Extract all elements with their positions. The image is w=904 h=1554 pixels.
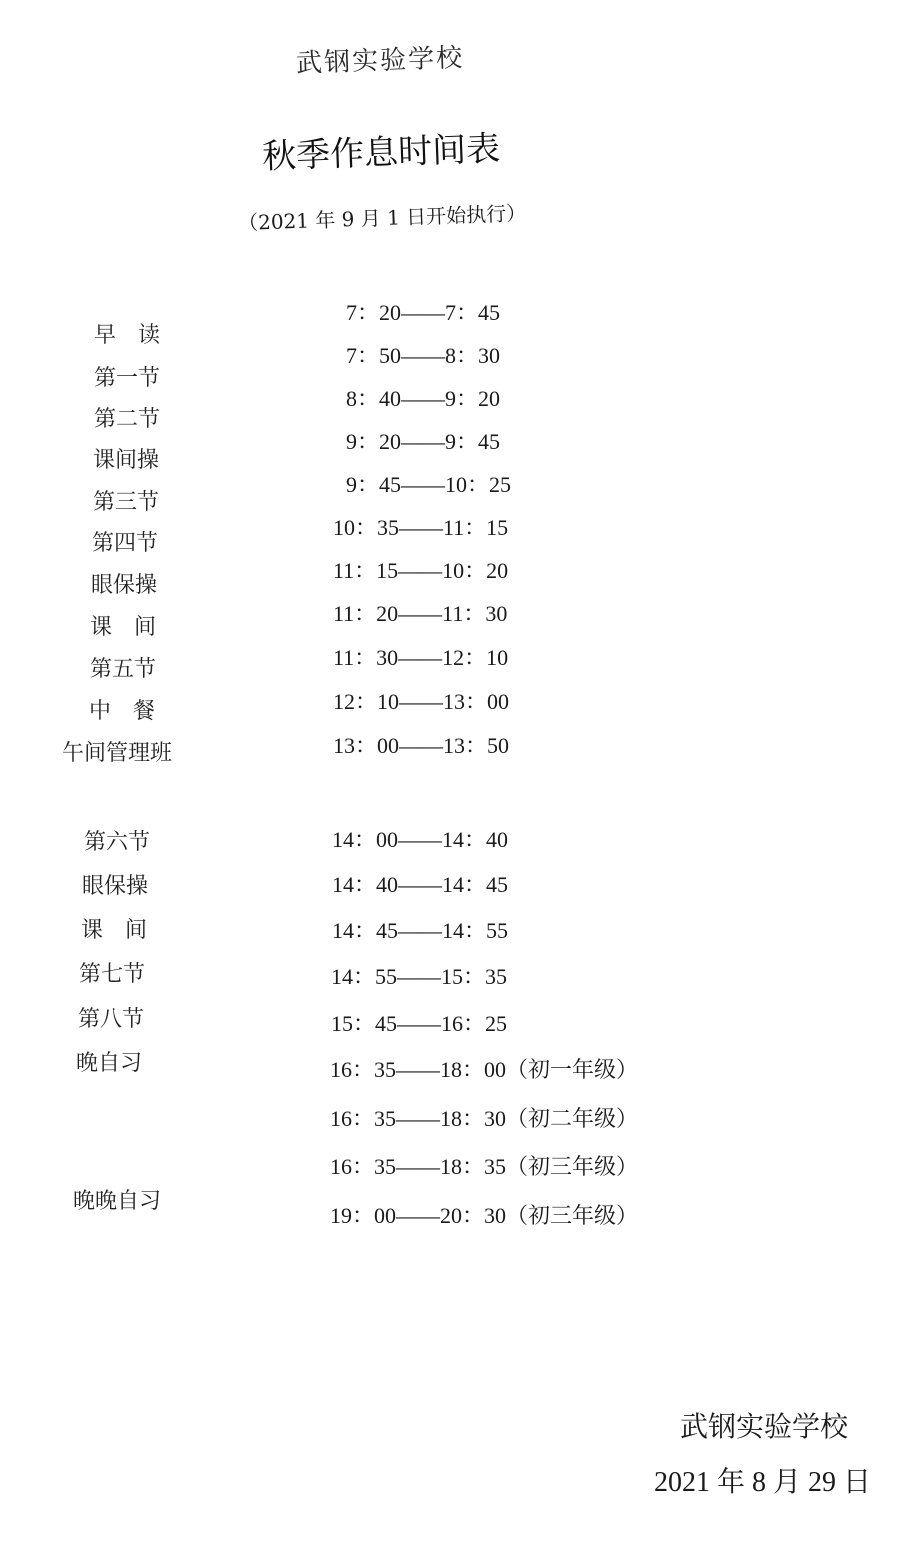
schedule-label: 课 间 xyxy=(90,615,157,640)
signature-school-name: 武钢实验学校 xyxy=(680,1410,849,1443)
schedule-label: 中 餐 xyxy=(89,699,156,724)
schedule-label: 第三节 xyxy=(93,490,160,515)
schedule-time: 9：45——10：25 xyxy=(346,472,512,497)
schedule-time: 11：20——11：30 xyxy=(333,601,508,626)
schedule-label: 第八节 xyxy=(78,1007,145,1032)
schedule-time: 8：40——9：20 xyxy=(346,386,501,411)
schedule-time: 14：00——14：40 xyxy=(332,827,509,852)
schedule-time: 11：15——10：20 xyxy=(333,558,509,583)
schedule-time: 15：45——16：25 xyxy=(331,1011,508,1036)
schedule-label: 课 间 xyxy=(81,918,148,943)
page-title: 秋季作息时间表 xyxy=(261,128,501,178)
schedule-label: 早 读 xyxy=(94,323,161,348)
schedule-label: 第五节 xyxy=(90,657,157,682)
schedule-time: 7：50——8：30 xyxy=(346,343,501,368)
schedule-time: 7：20——7：45 xyxy=(346,300,501,325)
schedule-time: 19：00——20：30（初三年级） xyxy=(330,1203,639,1228)
schedule-label: 第七节 xyxy=(79,962,146,987)
signature-date: 2021 年 8 月 29 日 xyxy=(654,1467,872,1498)
schedule-label: 第四节 xyxy=(92,531,159,556)
schedule-label: 第六节 xyxy=(84,830,151,855)
schedule-label: 晚晚自习 xyxy=(73,1189,162,1214)
schedule-time: 16：35——18：00（初一年级） xyxy=(330,1057,639,1082)
school-name-header: 武钢实验学校 xyxy=(295,43,465,79)
schedule-label: 午间管理班 xyxy=(62,741,173,766)
schedule-time: 14：40——14：45 xyxy=(332,872,509,897)
schedule-time: 11：30——12：10 xyxy=(333,645,509,670)
effective-date-subtitle: （2021 年 9 月 1 日开始执行） xyxy=(237,200,527,236)
schedule-label: 第一节 xyxy=(94,366,161,391)
schedule-label: 第二节 xyxy=(94,407,161,432)
schedule-label: 晚自习 xyxy=(76,1051,143,1076)
schedule-label: 课间操 xyxy=(93,448,160,473)
schedule-time: 16：35——18：35（初三年级） xyxy=(330,1154,639,1179)
schedule-time: 14：55——15：35 xyxy=(331,964,508,989)
schedule-time: 10：35——11：15 xyxy=(333,515,509,540)
schedule-time: 13：00——13：50 xyxy=(333,733,510,758)
schedule-label: 眼保操 xyxy=(82,874,149,899)
schedule-time: 14：45——14：55 xyxy=(332,918,509,943)
schedule-time: 16：35——18：30（初二年级） xyxy=(330,1106,639,1131)
schedule-time: 12：10——13：00 xyxy=(333,689,510,714)
schedule-time: 9：20——9：45 xyxy=(346,429,501,454)
schedule-label: 眼保操 xyxy=(91,573,158,598)
